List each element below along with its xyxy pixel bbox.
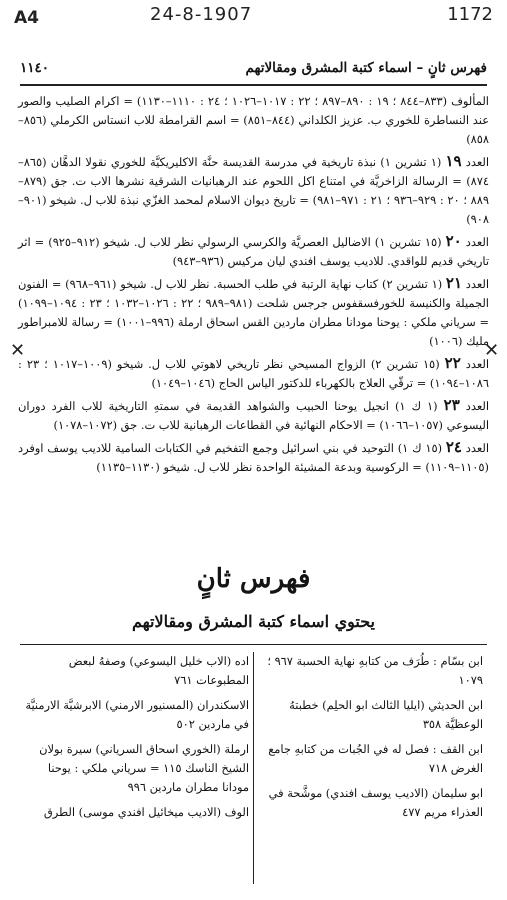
pen-x-mark-right: ✕ (484, 340, 500, 361)
column-divider (253, 652, 254, 884)
issue-number: ٢٤ (445, 438, 462, 456)
index-entry: ابن القف : فصل له في الجُبات من كتابهِ جامع الغرض ٧١٨ (268, 742, 483, 775)
handwritten-note-right: 1172 (447, 4, 493, 25)
section-subtitle: يحتوي اسماء كتبة المشرق ومقالاتهم (132, 612, 375, 631)
handwritten-date: 24-8-1907 (150, 4, 253, 25)
issue-entry-text: المألوف (٨٣٣–٨٤٤ ؛ ١٩ : ٨٩٠–٨٩٧ ؛ ٢٢ : ١٠١٧–١٠٢٦ ؛ ٢٤ : ١١١٠–١١٣٠) = اكرام الصليب والصور عند النساطرة للخوري ب. عزيز الكلداني (٨٤٤–٨٥١) = اسم القرامطة للاب انستاس الكرملي (٨٥٦–٨٥٨) (18, 94, 490, 146)
issue-entry-text: العدد ٢٠ (١٥ تشرين ١) الاضاليل العصريَّة والكرسي الرسولي نظر للاب ل. شيخو (٩١٢–٩٢٥) = اثر تاريخي قديم للواقدي. للاديب يوسف افندي ليان مركيس (٩٣٦–٩٤٣) (18, 232, 489, 268)
section-title: فهرس ثانٍ (196, 564, 311, 594)
page-number: ١١٤٠ (20, 60, 50, 76)
header-rule (20, 84, 487, 86)
index-entry: ابن الحديثي (ايليا الثالث ابو الحلِم) خطبتهُ الوعظيَّة ٣٥٨ (289, 698, 483, 731)
running-header (20, 60, 487, 76)
index-entry: الوف (الاديب ميخائيل افندي موسى) الطرق (43, 805, 249, 819)
issue-entry (18, 396, 489, 435)
issue-entry (18, 152, 489, 229)
issue-entry (18, 354, 489, 393)
index-entry: ارملة (الخوري اسحاق السرياني) سيرة بولان الشيخ الناسك ١١٥ = سرياني ملكي : يوحنا مودانا مطران ماردين ٩٩٦ (39, 742, 249, 794)
index-column-right (254, 652, 487, 884)
issue-entry-text: العدد ١٩ (١ تشرين ١) نبذة تاريخية في مدرسة القديسة حنَّة الاكليريكيَّة للخوري نقولا الدهَّان (٨٦٥–٨٧٤) = الرسالة الزاخريَّة في امتناع اكل اللحوم عند الرهبانيات الشرقية نشرها الاب ت. جق (٨٧٩–٨٨٩ ؛ ٢٠ : ٩٢٩–٩٣٦ ؛ ٢١ : ٩٧١–٩٨١) = تاريخ ديوان الاسلام لمحمد الغزّي نبذة للاب ل. شيخو (٩٠١–٩٠٨) (18, 152, 489, 226)
index-entry: الاسكندران (المسنيور الارمني) الابرشيَّة الارمنيَّة في ماردين ٥٠٢ (25, 698, 249, 731)
index-column-left (20, 652, 253, 884)
issue-number: ٢٢ (444, 354, 461, 372)
issue-entry-text: العدد ٢١ (١ تشرين ٢) كتاب نهاية الرتبة في طلب الحسبة. نظر للاب ل. شيخو (٩٦١–٩٦٨) = الفنون الجميلة والكنيسة للخورفسقفوس جرجس شلحت (٩٨١–٩٨٩ ؛ ٢٢ : ١٠٢٦–١٠٣٢ ؛ ٢٣ : ١٠٩٤–١٠٩٩) = سرياني ملكي : يوحنا مودانا مطران ماردين القس اسحاق ارملة (٩٩٦–١٠٠١) = رسالة للامبراطور مليك (١٠٠٦) (18, 274, 489, 348)
issue-entry-text: العدد ٢٤ (١٥ ك ١) التوحيد في بني اسرائيل وجمع التفخيم في الكتابات السامية للاديب يوسف اوفرد (١١٠٥–١١٠٩) = الركوسية وبدعة المشيئة الواحدة نظر للاب ل. شيخو (١١٣٠–١١٣٥) (18, 438, 489, 474)
author-index (20, 652, 487, 884)
issue-number: ١٩ (445, 152, 462, 170)
issue-number: ٢٠ (445, 232, 462, 250)
issue-entry (18, 274, 489, 351)
issue-entry (18, 232, 489, 271)
index-entry: اده (الاب خليل اليسوعي) وصفهُ لبعض المطبوعات ٧٦١ (68, 654, 249, 687)
issue-list (18, 92, 489, 480)
issue-entry-text: العدد ٢٣ (١ ك ١) انجيل يوحنا الحبيب والشواهد القديمة في سمتهِ التاريخية للاب الفرد دوران اليسوعي (١٠٥٧–١٠٦٦) = الاحكام النهائية في القطاعات الرهبانية للاب ت. جق (١٠٧٢–١٠٧٨) (18, 396, 489, 432)
pen-x-mark-left: ✕ (10, 340, 26, 361)
running-title: فهرس ثانٍ – اسماء كتبة المشرق ومقالاتهم (245, 60, 487, 76)
issue-number: ٢٣ (443, 396, 460, 414)
handwritten-note-left: A4 (14, 8, 39, 28)
section-rule (20, 644, 487, 645)
index-entry: ابن بسّام : طُرَف من كتابهِ نهاية الحسبة ٩٦٧ ؛ ١٠٧٩ (267, 654, 483, 687)
issue-entry (18, 438, 489, 477)
issue-entry (18, 92, 489, 149)
index-entry: ابو سليمان (الاديب يوسف افندي) موشَّحة في العذراء مريم ٤٧٧ (268, 786, 483, 819)
issue-number: ٢١ (445, 274, 463, 292)
issue-entry-text: العدد ٢٢ (١٥ تشرين ٢) الزواج المسيحي نظر تاريخي لاهوتي للاب ل. شيخو (١٠٠٩–١٠١٧ ؛ ٢٣ : ١٠٨٦–١٠٩٤) = ترقّي العلاج بالكهرباء للدكتور الياس الحاج (١٠٤٦–١٠٤٩) (18, 354, 489, 390)
